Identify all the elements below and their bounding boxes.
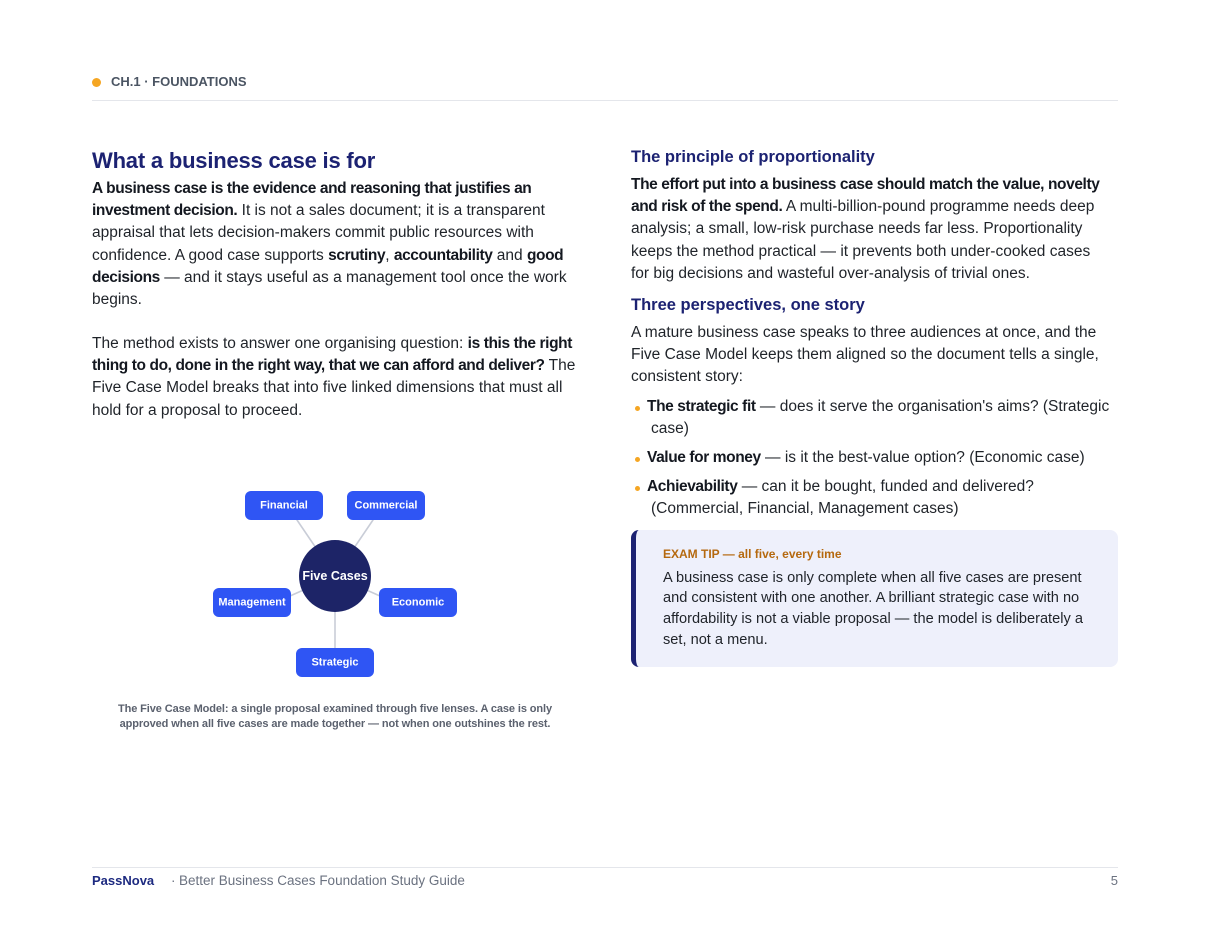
bullet-emphasis: The strategic fit (647, 398, 756, 415)
bullet-dot-icon (635, 486, 640, 491)
emphasis-text: good (526, 246, 564, 264)
bullet-dot-icon (635, 406, 640, 411)
paragraph-line (92, 289, 567, 311)
node-label: Economic (391, 596, 445, 609)
perspectives-heading: Three perspectives, one story (631, 296, 865, 314)
body-text: It is not a sales document; it is a transparent (237, 202, 545, 220)
bullet-line (647, 447, 1085, 469)
body-text: for big decisions and wasteful over-analysis of trivial ones. (631, 264, 1030, 282)
exam-tip-text (663, 568, 1083, 651)
paragraph-line (92, 178, 567, 200)
emphasis-text: A business case is the evidence and reasoning that justifies an (92, 180, 532, 197)
bullet-line (647, 396, 1109, 418)
node-financial (245, 491, 323, 520)
emphasis-text: and risk of the spend. (631, 198, 783, 216)
caption-line: approved when all five cases are made together — not when one outshines the rest. (119, 718, 551, 730)
paragraph-line (92, 267, 567, 289)
paragraph-line (92, 355, 575, 377)
bullet-line (647, 476, 1034, 498)
paragraph-line (92, 333, 575, 355)
paragraph-line: and consistent with one another. A brilliant strategic case with no (663, 590, 1080, 607)
body-text: keeps the method practical — it prevents both under-cooked cases (631, 242, 1091, 260)
bullet-item (631, 476, 1034, 520)
chapter-label: CH.1 · FOUNDATIONS (111, 74, 247, 89)
diagram-caption (92, 702, 578, 732)
node-economic (379, 588, 457, 617)
footer-separator: · (171, 873, 176, 888)
method-paragraph (92, 333, 575, 422)
caption-line: The Five Case Model: a single proposal examined through five lenses. A case is only (117, 703, 553, 715)
bullet-item (631, 447, 1085, 469)
footer-divider (92, 867, 1118, 868)
bullet-text: — is it the best-value option? (Economic case) (760, 449, 1085, 466)
paragraph-line (92, 377, 575, 399)
paragraph-line (92, 400, 575, 422)
paragraph-line: affordability is not a viable proposal — the model is deliberately a (663, 610, 1083, 627)
body-text: and (492, 246, 527, 264)
body-text: appraisal that lets decision-makers commit public resources with (92, 224, 534, 242)
header-divider (92, 100, 1118, 101)
bullet-text: — can it be bought, funded and delivered? (737, 478, 1034, 495)
brand-name: PassNova (92, 873, 155, 888)
guide-title: Better Business Cases Foundation Study Guide (179, 873, 465, 888)
five-case-model-diagram (200, 480, 470, 690)
node-commercial (347, 491, 425, 520)
emphasis-text: accountability (393, 246, 493, 264)
bullet-item (631, 396, 1109, 440)
bullet-dot-icon (635, 457, 640, 462)
node-label: Strategic (311, 656, 359, 669)
body-text: — and it stays useful as a management tool once the work (159, 268, 567, 286)
node-strategic (296, 648, 374, 677)
section-title: What a business case is for (92, 148, 376, 173)
paragraph-line (631, 263, 1099, 285)
proportionality-paragraph (631, 174, 1099, 285)
paragraph-line: consistent story: (631, 368, 743, 386)
paragraph-line (92, 200, 567, 222)
body-text: begins. (92, 291, 142, 309)
bullet-text: case) (651, 420, 689, 438)
bullet-emphasis: Achievability (647, 478, 738, 495)
emphasis-text: decisions (92, 268, 160, 286)
proportionality-heading: The principle of proportionality (631, 148, 875, 166)
paragraph-line (92, 245, 567, 267)
body-text: confidence. A good case supports (92, 246, 329, 264)
paragraph-line: set, not a menu. (663, 631, 768, 648)
body-text: The (544, 357, 576, 375)
paragraph-line: A business case is only complete when all five cases are present (663, 569, 1082, 586)
body-text: hold for a proposal to proceed. (92, 401, 303, 419)
body-text: The method exists to answer one organising question: (92, 335, 468, 352)
body-text: analysis; a small, low-risk purchase needs far less. Proportionality (631, 220, 1083, 238)
paragraph-line (631, 174, 1099, 196)
perspectives-paragraph (631, 322, 1099, 389)
intro-paragraph (92, 178, 567, 311)
paragraph-line (631, 218, 1099, 240)
emphasis-text: scrutiny (328, 246, 386, 264)
node-label: Management (218, 596, 286, 609)
bullet-text: (Commercial, Financial, Management cases) (651, 500, 959, 518)
paragraph-line: A mature business case speaks to three audiences at once, and the (631, 324, 1097, 341)
bullet-line (647, 498, 1034, 520)
exam-tip-callout (631, 530, 1118, 667)
paragraph-line (631, 196, 1099, 218)
emphasis-text: is this the right (467, 335, 572, 352)
hub-label: Five Cases (302, 569, 368, 583)
node-management (213, 588, 291, 617)
paragraph-line: Five Case Model keeps them aligned so the document tells a single, (631, 346, 1099, 364)
node-label: Financial (260, 499, 308, 512)
paragraph-line (631, 241, 1099, 263)
body-text: Five Case Model breaks that into five linked dimensions that must all (92, 379, 563, 397)
emphasis-text: The effort put into a business case should match the value, novelty (631, 176, 1100, 193)
paragraph-line (92, 222, 567, 244)
chapter-bullet-icon (92, 78, 101, 87)
emphasis-text: thing to do, done in the right way, that we can afford and deliver? (92, 357, 545, 375)
bullet-line (647, 418, 1109, 440)
page-number: 5 (1110, 873, 1118, 888)
body-text: A multi-billion-pound programme needs deep (782, 198, 1095, 216)
emphasis-text: investment decision. (92, 202, 238, 220)
bullet-emphasis: Value for money (647, 449, 761, 466)
bullet-text: — does it serve the organisation's aims? (Strategic (755, 398, 1110, 415)
body-text: , (385, 246, 394, 264)
exam-tip-label: EXAM TIP — all five, every time (663, 547, 842, 561)
node-label: Commercial (354, 499, 418, 512)
